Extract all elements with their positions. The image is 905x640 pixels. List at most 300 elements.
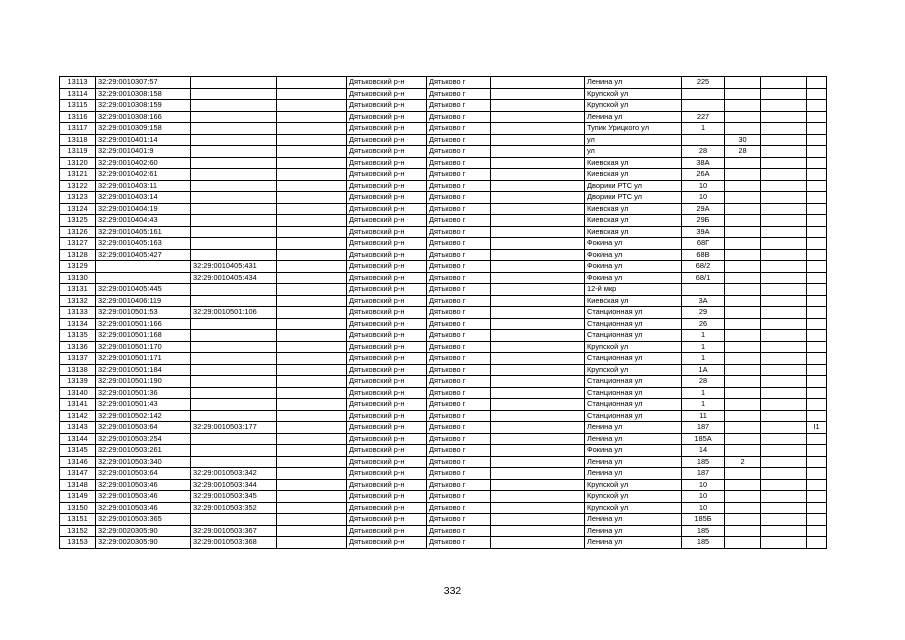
locality-cell: Дятьково г bbox=[427, 146, 491, 158]
district-cell: Дятьковский р-н bbox=[347, 169, 427, 181]
note-cell bbox=[807, 387, 827, 399]
locality-cell: Дятьково г bbox=[427, 123, 491, 135]
district-cell: Дятьковский р-н bbox=[347, 341, 427, 353]
locality-cell: Дятьково г bbox=[427, 364, 491, 376]
extra-field-cell bbox=[277, 134, 347, 146]
building-number-cell bbox=[725, 77, 761, 89]
settlement-cell bbox=[491, 238, 585, 250]
note-cell bbox=[807, 169, 827, 181]
house-number-cell bbox=[682, 88, 725, 100]
settlement-cell bbox=[491, 134, 585, 146]
district-cell: Дятьковский р-н bbox=[347, 364, 427, 376]
extra-field-cell bbox=[277, 111, 347, 123]
row-number-cell: 13136 bbox=[60, 341, 96, 353]
house-number-cell: 68/2 bbox=[682, 261, 725, 273]
settlement-cell bbox=[491, 203, 585, 215]
building-number-cell bbox=[725, 249, 761, 261]
district-cell: Дятьковский р-н bbox=[347, 387, 427, 399]
building-number-cell bbox=[725, 284, 761, 296]
street-cell: Ленина ул bbox=[585, 433, 682, 445]
table-row bbox=[60, 410, 827, 422]
extra-field-cell bbox=[277, 353, 347, 365]
note-cell bbox=[807, 77, 827, 89]
district-cell: Дятьковский р-н bbox=[347, 272, 427, 284]
house-number-cell: 10 bbox=[682, 502, 725, 514]
extra-field-cell bbox=[277, 318, 347, 330]
street-cell: Станционная ул bbox=[585, 376, 682, 388]
row-number-cell: 13118 bbox=[60, 134, 96, 146]
district-cell: Дятьковский р-н bbox=[347, 134, 427, 146]
related-cadastral-number-cell bbox=[191, 376, 277, 388]
apartment-number-cell bbox=[761, 491, 807, 503]
building-number-cell bbox=[725, 387, 761, 399]
street-cell: Ленина ул bbox=[585, 422, 682, 434]
street-cell: Крупской ул bbox=[585, 502, 682, 514]
building-number-cell bbox=[725, 100, 761, 112]
note-cell bbox=[807, 456, 827, 468]
extra-field-cell bbox=[277, 537, 347, 549]
extra-field-cell bbox=[277, 100, 347, 112]
cadastral-number-cell: 32:29:0010405:163 bbox=[96, 238, 191, 250]
apartment-number-cell bbox=[761, 295, 807, 307]
note-cell bbox=[807, 502, 827, 514]
building-number-cell bbox=[725, 353, 761, 365]
row-number-cell: 13140 bbox=[60, 387, 96, 399]
district-cell: Дятьковский р-н bbox=[347, 261, 427, 273]
district-cell: Дятьковский р-н bbox=[347, 422, 427, 434]
house-number-cell: 187 bbox=[682, 422, 725, 434]
apartment-number-cell bbox=[761, 399, 807, 411]
related-cadastral-number-cell: 32:29:0010503:352 bbox=[191, 502, 277, 514]
apartment-number-cell bbox=[761, 376, 807, 388]
district-cell: Дятьковский р-н bbox=[347, 353, 427, 365]
related-cadastral-number-cell: 32:29:0010405:434 bbox=[191, 272, 277, 284]
related-cadastral-number-cell bbox=[191, 353, 277, 365]
table-row bbox=[60, 295, 827, 307]
building-number-cell bbox=[725, 111, 761, 123]
note-cell bbox=[807, 249, 827, 261]
settlement-cell bbox=[491, 77, 585, 89]
page-number: 332 bbox=[443, 585, 462, 597]
cadastral-number-cell: 32:29:0010501:36 bbox=[96, 387, 191, 399]
apartment-number-cell bbox=[761, 318, 807, 330]
note-cell bbox=[807, 445, 827, 457]
table-row bbox=[60, 123, 827, 135]
table-row bbox=[60, 376, 827, 388]
street-cell: Станционная ул bbox=[585, 399, 682, 411]
locality-cell: Дятьково г bbox=[427, 387, 491, 399]
related-cadastral-number-cell bbox=[191, 514, 277, 526]
related-cadastral-number-cell: 32:29:0010503:177 bbox=[191, 422, 277, 434]
cadastral-number-cell: 32:29:0010503:365 bbox=[96, 514, 191, 526]
apartment-number-cell bbox=[761, 111, 807, 123]
row-number-cell: 13120 bbox=[60, 157, 96, 169]
note-cell bbox=[807, 330, 827, 342]
apartment-number-cell bbox=[761, 353, 807, 365]
house-number-cell: 10 bbox=[682, 192, 725, 204]
building-number-cell bbox=[725, 479, 761, 491]
row-number-cell: 13151 bbox=[60, 514, 96, 526]
table-row bbox=[60, 399, 827, 411]
house-number-cell: 10 bbox=[682, 479, 725, 491]
extra-field-cell bbox=[277, 192, 347, 204]
house-number-cell: 3А bbox=[682, 295, 725, 307]
district-cell: Дятьковский р-н bbox=[347, 238, 427, 250]
related-cadastral-number-cell bbox=[191, 157, 277, 169]
extra-field-cell bbox=[277, 249, 347, 261]
district-cell: Дятьковский р-н bbox=[347, 295, 427, 307]
note-cell bbox=[807, 341, 827, 353]
building-number-cell bbox=[725, 123, 761, 135]
settlement-cell bbox=[491, 284, 585, 296]
note-cell: I1 bbox=[807, 422, 827, 434]
house-number-cell: 1 bbox=[682, 387, 725, 399]
street-cell: Дворики РТС ул bbox=[585, 180, 682, 192]
house-number-cell: 185 bbox=[682, 537, 725, 549]
table-row bbox=[60, 468, 827, 480]
apartment-number-cell bbox=[761, 169, 807, 181]
locality-cell: Дятьково г bbox=[427, 330, 491, 342]
house-number-cell: 68В bbox=[682, 249, 725, 261]
table-row bbox=[60, 422, 827, 434]
table-row bbox=[60, 157, 827, 169]
cadastral-number-cell: 32:29:0010308:158 bbox=[96, 88, 191, 100]
building-number-cell bbox=[725, 330, 761, 342]
district-cell: Дятьковский р-н bbox=[347, 192, 427, 204]
row-number-cell: 13128 bbox=[60, 249, 96, 261]
related-cadastral-number-cell: 32:29:0010405:431 bbox=[191, 261, 277, 273]
table-row bbox=[60, 445, 827, 457]
building-number-cell bbox=[725, 514, 761, 526]
apartment-number-cell bbox=[761, 238, 807, 250]
note-cell bbox=[807, 295, 827, 307]
apartment-number-cell bbox=[761, 410, 807, 422]
locality-cell: Дятьково г bbox=[427, 134, 491, 146]
related-cadastral-number-cell bbox=[191, 399, 277, 411]
extra-field-cell bbox=[277, 226, 347, 238]
related-cadastral-number-cell bbox=[191, 410, 277, 422]
street-cell: Станционная ул bbox=[585, 353, 682, 365]
cadastral-number-cell: 32:29:0010503:46 bbox=[96, 491, 191, 503]
row-number-cell: 13130 bbox=[60, 272, 96, 284]
locality-cell: Дятьково г bbox=[427, 307, 491, 319]
table-row bbox=[60, 341, 827, 353]
street-cell: Киевская ул bbox=[585, 215, 682, 227]
settlement-cell bbox=[491, 215, 585, 227]
note-cell bbox=[807, 215, 827, 227]
extra-field-cell bbox=[277, 399, 347, 411]
building-number-cell: 28 bbox=[725, 146, 761, 158]
cadastral-number-cell: 32:29:0010405:161 bbox=[96, 226, 191, 238]
cadastral-number-cell: 32:29:0010501:168 bbox=[96, 330, 191, 342]
extra-field-cell bbox=[277, 157, 347, 169]
extra-field-cell bbox=[277, 376, 347, 388]
related-cadastral-number-cell bbox=[191, 433, 277, 445]
locality-cell: Дятьково г bbox=[427, 525, 491, 537]
row-number-cell: 13147 bbox=[60, 468, 96, 480]
locality-cell: Дятьково г bbox=[427, 318, 491, 330]
note-cell bbox=[807, 399, 827, 411]
district-cell: Дятьковский р-н bbox=[347, 445, 427, 457]
note-cell bbox=[807, 468, 827, 480]
extra-field-cell bbox=[277, 341, 347, 353]
apartment-number-cell bbox=[761, 341, 807, 353]
apartment-number-cell bbox=[761, 226, 807, 238]
house-number-cell: 68Г bbox=[682, 238, 725, 250]
table-row bbox=[60, 249, 827, 261]
settlement-cell bbox=[491, 295, 585, 307]
row-number-cell: 13148 bbox=[60, 479, 96, 491]
settlement-cell bbox=[491, 537, 585, 549]
cadastral-number-cell: 32:29:0010402:60 bbox=[96, 157, 191, 169]
building-number-cell bbox=[725, 203, 761, 215]
district-cell: Дятьковский р-н bbox=[347, 249, 427, 261]
house-number-cell bbox=[682, 284, 725, 296]
note-cell bbox=[807, 157, 827, 169]
street-cell: Фокина ул bbox=[585, 249, 682, 261]
district-cell: Дятьковский р-н bbox=[347, 433, 427, 445]
note-cell bbox=[807, 226, 827, 238]
street-cell: Тупик Урицкого ул bbox=[585, 123, 682, 135]
related-cadastral-number-cell bbox=[191, 295, 277, 307]
note-cell bbox=[807, 88, 827, 100]
table-row bbox=[60, 146, 827, 158]
locality-cell: Дятьково г bbox=[427, 157, 491, 169]
row-number-cell: 13149 bbox=[60, 491, 96, 503]
table-row bbox=[60, 272, 827, 284]
apartment-number-cell bbox=[761, 502, 807, 514]
row-number-cell: 13124 bbox=[60, 203, 96, 215]
street-cell: Фокина ул bbox=[585, 261, 682, 273]
table-row bbox=[60, 88, 827, 100]
building-number-cell bbox=[725, 180, 761, 192]
house-number-cell: 11 bbox=[682, 410, 725, 422]
row-number-cell: 13153 bbox=[60, 537, 96, 549]
locality-cell: Дятьково г bbox=[427, 261, 491, 273]
settlement-cell bbox=[491, 180, 585, 192]
apartment-number-cell bbox=[761, 307, 807, 319]
street-cell: Фокина ул bbox=[585, 238, 682, 250]
street-cell: Фокина ул bbox=[585, 272, 682, 284]
settlement-cell bbox=[491, 192, 585, 204]
building-number-cell bbox=[725, 307, 761, 319]
district-cell: Дятьковский р-н bbox=[347, 111, 427, 123]
note-cell bbox=[807, 537, 827, 549]
extra-field-cell bbox=[277, 146, 347, 158]
settlement-cell bbox=[491, 261, 585, 273]
note-cell bbox=[807, 100, 827, 112]
apartment-number-cell bbox=[761, 100, 807, 112]
settlement-cell bbox=[491, 330, 585, 342]
district-cell: Дятьковский р-н bbox=[347, 399, 427, 411]
cadastral-number-cell: 32:29:0010309:158 bbox=[96, 123, 191, 135]
note-cell bbox=[807, 134, 827, 146]
cadastral-number-cell: 32:29:0010501:166 bbox=[96, 318, 191, 330]
locality-cell: Дятьково г bbox=[427, 376, 491, 388]
locality-cell: Дятьково г bbox=[427, 479, 491, 491]
table-row bbox=[60, 479, 827, 491]
locality-cell: Дятьково г bbox=[427, 249, 491, 261]
district-cell: Дятьковский р-н bbox=[347, 100, 427, 112]
note-cell bbox=[807, 491, 827, 503]
related-cadastral-number-cell bbox=[191, 203, 277, 215]
table-row bbox=[60, 226, 827, 238]
table-row bbox=[60, 238, 827, 250]
cadastral-number-cell bbox=[96, 272, 191, 284]
cadastral-number-cell: 32:29:0010501:171 bbox=[96, 353, 191, 365]
related-cadastral-number-cell: 32:29:0010503:367 bbox=[191, 525, 277, 537]
related-cadastral-number-cell bbox=[191, 215, 277, 227]
table-row bbox=[60, 284, 827, 296]
locality-cell: Дятьково г bbox=[427, 537, 491, 549]
locality-cell: Дятьково г bbox=[427, 502, 491, 514]
table-row bbox=[60, 330, 827, 342]
extra-field-cell bbox=[277, 525, 347, 537]
row-number-cell: 13138 bbox=[60, 364, 96, 376]
street-cell: Фокина ул bbox=[585, 445, 682, 457]
district-cell: Дятьковский р-н bbox=[347, 514, 427, 526]
house-number-cell: 38А bbox=[682, 157, 725, 169]
locality-cell: Дятьково г bbox=[427, 341, 491, 353]
apartment-number-cell bbox=[761, 123, 807, 135]
note-cell bbox=[807, 111, 827, 123]
locality-cell: Дятьково г bbox=[427, 399, 491, 411]
table-row bbox=[60, 491, 827, 503]
district-cell: Дятьковский р-н bbox=[347, 330, 427, 342]
note-cell bbox=[807, 525, 827, 537]
street-cell: Крупской ул bbox=[585, 341, 682, 353]
street-cell: Крупской ул bbox=[585, 491, 682, 503]
district-cell: Дятьковский р-н bbox=[347, 456, 427, 468]
street-cell: Станционная ул bbox=[585, 307, 682, 319]
related-cadastral-number-cell bbox=[191, 180, 277, 192]
cadastral-number-cell: 32:29:0020305:90 bbox=[96, 525, 191, 537]
apartment-number-cell bbox=[761, 77, 807, 89]
related-cadastral-number-cell bbox=[191, 146, 277, 158]
table-row bbox=[60, 180, 827, 192]
extra-field-cell bbox=[277, 456, 347, 468]
cadastral-number-cell: 32:29:0010503:46 bbox=[96, 502, 191, 514]
district-cell: Дятьковский р-н bbox=[347, 491, 427, 503]
registry-body bbox=[60, 77, 827, 549]
building-number-cell bbox=[725, 157, 761, 169]
building-number-cell bbox=[725, 422, 761, 434]
cadastral-number-cell: 32:29:0010503:340 bbox=[96, 456, 191, 468]
district-cell: Дятьковский р-н bbox=[347, 203, 427, 215]
street-cell: Ленина ул bbox=[585, 514, 682, 526]
extra-field-cell bbox=[277, 307, 347, 319]
apartment-number-cell bbox=[761, 468, 807, 480]
row-number-cell: 13131 bbox=[60, 284, 96, 296]
apartment-number-cell bbox=[761, 537, 807, 549]
building-number-cell bbox=[725, 410, 761, 422]
settlement-cell bbox=[491, 123, 585, 135]
row-number-cell: 13139 bbox=[60, 376, 96, 388]
related-cadastral-number-cell bbox=[191, 284, 277, 296]
apartment-number-cell bbox=[761, 525, 807, 537]
cadastral-number-cell: 32:29:0010404:19 bbox=[96, 203, 191, 215]
apartment-number-cell bbox=[761, 203, 807, 215]
related-cadastral-number-cell bbox=[191, 226, 277, 238]
house-number-cell: 68/1 bbox=[682, 272, 725, 284]
building-number-cell bbox=[725, 169, 761, 181]
note-cell bbox=[807, 284, 827, 296]
extra-field-cell bbox=[277, 169, 347, 181]
note-cell bbox=[807, 238, 827, 250]
building-number-cell bbox=[725, 295, 761, 307]
row-number-cell: 13119 bbox=[60, 146, 96, 158]
settlement-cell bbox=[491, 433, 585, 445]
settlement-cell bbox=[491, 88, 585, 100]
related-cadastral-number-cell bbox=[191, 249, 277, 261]
related-cadastral-number-cell bbox=[191, 445, 277, 457]
street-cell: Ленина ул bbox=[585, 525, 682, 537]
table-row bbox=[60, 77, 827, 89]
cadastral-number-cell: 32:29:0010501:190 bbox=[96, 376, 191, 388]
extra-field-cell bbox=[277, 238, 347, 250]
locality-cell: Дятьково г bbox=[427, 238, 491, 250]
related-cadastral-number-cell bbox=[191, 330, 277, 342]
house-number-cell: 1 bbox=[682, 399, 725, 411]
building-number-cell bbox=[725, 502, 761, 514]
building-number-cell bbox=[725, 364, 761, 376]
row-number-cell: 13141 bbox=[60, 399, 96, 411]
house-number-cell: 28 bbox=[682, 146, 725, 158]
house-number-cell: 10 bbox=[682, 180, 725, 192]
row-number-cell: 13126 bbox=[60, 226, 96, 238]
cadastral-number-cell: 32:29:0010503:64 bbox=[96, 422, 191, 434]
house-number-cell: 185 bbox=[682, 456, 725, 468]
settlement-cell bbox=[491, 249, 585, 261]
apartment-number-cell bbox=[761, 422, 807, 434]
house-number-cell bbox=[682, 134, 725, 146]
building-number-cell bbox=[725, 192, 761, 204]
cadastral-number-cell: 32:29:0010503:261 bbox=[96, 445, 191, 457]
house-number-cell: 185Б bbox=[682, 514, 725, 526]
locality-cell: Дятьково г bbox=[427, 272, 491, 284]
street-cell: Киевская ул bbox=[585, 226, 682, 238]
settlement-cell bbox=[491, 525, 585, 537]
related-cadastral-number-cell: 32:29:0010503:345 bbox=[191, 491, 277, 503]
building-number-cell bbox=[725, 445, 761, 457]
row-number-cell: 13143 bbox=[60, 422, 96, 434]
district-cell: Дятьковский р-н bbox=[347, 146, 427, 158]
house-number-cell: 26 bbox=[682, 318, 725, 330]
apartment-number-cell bbox=[761, 330, 807, 342]
row-number-cell: 13115 bbox=[60, 100, 96, 112]
extra-field-cell bbox=[277, 514, 347, 526]
settlement-cell bbox=[491, 318, 585, 330]
row-number-cell: 13123 bbox=[60, 192, 96, 204]
building-number-cell bbox=[725, 341, 761, 353]
related-cadastral-number-cell bbox=[191, 341, 277, 353]
apartment-number-cell bbox=[761, 157, 807, 169]
row-number-cell: 13132 bbox=[60, 295, 96, 307]
extra-field-cell bbox=[277, 261, 347, 273]
extra-field-cell bbox=[277, 88, 347, 100]
table-row bbox=[60, 192, 827, 204]
table-row bbox=[60, 387, 827, 399]
building-number-cell bbox=[725, 215, 761, 227]
district-cell: Дятьковский р-н bbox=[347, 226, 427, 238]
related-cadastral-number-cell bbox=[191, 364, 277, 376]
note-cell bbox=[807, 146, 827, 158]
apartment-number-cell bbox=[761, 479, 807, 491]
locality-cell: Дятьково г bbox=[427, 111, 491, 123]
apartment-number-cell bbox=[761, 249, 807, 261]
note-cell bbox=[807, 318, 827, 330]
cadastral-number-cell: 32:29:0010308:166 bbox=[96, 111, 191, 123]
